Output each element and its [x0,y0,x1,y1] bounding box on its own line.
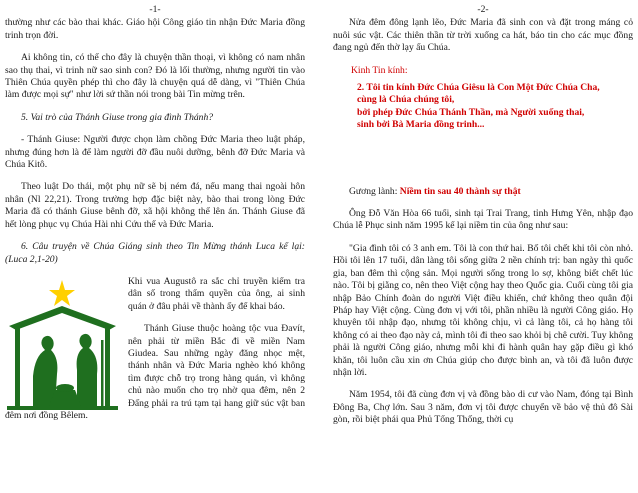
paragraph: Theo luật Do thái, một phụ nữ sẽ bị ném đá, nếu mang thai ngoài hôn nhân (Nl 22,21). Trong trường hợp đặc biệt này, bào thai trong lòng Đức Maria đã có thánh Giuse bênh đỡ, xã hội không thể lên án. Thánh Giuse đã hết lòng phục vụ Chúa Hài nhi Cứu thế và Đức Maria. [5,181,305,230]
baby-icon [56,384,74,392]
question-heading: 5. Vai trò của Thánh Giuse trong gia đình Thánh? [21,111,214,123]
question-heading: 6. Câu truyện về Chúa Giáng sinh theo Tin Mừng thánh Luca kể lại: (Luca 2,1-20) [5,241,305,265]
illustrated-section [5,276,305,422]
paragraph: Ai không tin, có thể cho đây là chuyện thần thoại, vì không có nam nhân sao thụ thai, vì trinh nữ sao sinh con? Đó là lối thường, nhưng người tin vào Thiên Chúa quyền phép thì cho đây là chuyện quá dễ dàng, vì "Thiên Chúa làm được mọi sự" như lời sứ thần nói trong bài Tin mừng trên. [5,52,305,101]
paragraph: - Thánh Giuse: Người được chọn làm chồng Đức Maria theo luật pháp, nhưng đúng hơn là để làm người đỡ đầu nuôi dưỡng, bênh đỡ Đức Maria và Chúa Kitô. [5,134,305,171]
prayer-line: cùng là Chúa chúng tôi, [357,94,455,106]
prayer-block [351,65,633,132]
paragraph: Năm 1954, tôi đã cùng đơn vị và đồng bào di cư vào Nam, đóng tại Bình Đông Ba, Chợ lớn. Sau 3 năm, đơn vị tôi được chuyển về bảo vệ thủ đô Sài gòn, rồi biệt phái qua Phủ Tổng Thống, thời cụ [333,389,633,426]
example-label: Gương lành: [349,185,400,197]
paragraph: Thánh Giuse thuộc hoàng tộc vua Đavít, nên phải từ miền Bắc đi về miền Nam Giudea. Sau những ngày đăng nhọc mệt, thánh nhân và Đức Maria nghèo khó không tìm được chỗ trọ trong hàng quán, vì không chủ nào muốn cho trọ nhờ qua đêm, nên 2 Đấng phải ra trú tạm tại hang giữ súc vật ban đêm nơi đồng Bêlem. [5,323,305,421]
stable-roof-icon [9,306,116,330]
right-page [333,4,633,427]
prayer-line: 2. Tôi tin kính Đức Chúa Giêsu là Con Một Đức Chúa Cha, [357,82,600,94]
paragraph: Ông Đỗ Văn Hòa 66 tuổi, sinh tại Trai Trang, tỉnh Hưng Yên, nhập đạo Chúa lễ Phục sinh năm 1995 kể lại niềm tin của ông như sau: [333,208,633,232]
paragraph: Khi vua Augustô ra sắc chỉ truyền kiểm tra dân số trong thẩm quyền của ông, ai sinh quán ở đâu phải về thành ấy để khai báo. [128,275,305,312]
page-number-left: -1- [149,4,161,15]
example-title: Niềm tin sau 40 thành sự thật [399,185,521,197]
joseph-figure-icon [77,334,98,406]
star-icon [49,280,75,306]
nativity-silhouette-icon [5,278,120,410]
paragraph: thường như các bào thai khác. Giáo hội Công giáo tin nhận Đức Maria đồng trinh trọn đời. [5,17,305,41]
page-number-right: -2- [477,4,489,15]
prayer-title: Kinh Tin kính: [351,64,408,76]
prayer-line: bởi phép Đức Chúa Thánh Thần, mà Người xuống thai, [357,106,585,118]
paragraph: Nửa đêm đông lạnh lẽo, Đức Maria đã sinh con và đặt trong máng cỏ nuôi súc vật. Các thiên thần từ trời xuống ca hát, báo tin cho các mục đồng đang ngủ đến thờ lạy ấu Chúa. [333,17,633,54]
left-page [5,4,305,422]
paragraph: "Gia đình tôi có 3 anh em. Tôi là con thứ hai. Bố tôi chết khi tôi còn nhỏ. Hồi tôi lên 17 tuổi, dân làng tôi sống giữa 2 nền chính trị: ban ngày thì quốc gia, ban đêm thì cộng sản. Mọi người sống trong lo sợ, không biết chết lúc nào. Tôi bị giằng co, nên theo Việt cộng hay theo Quốc gia. Cuối cùng tôi gia nhập Bảo Chính đoàn do người Việt điều khiển, chứ không theo quân đội Pháp hay Việt cộng. Cùng đơn vị với tôi, phần nhiều là người Công giáo. Họ khuyên tôi nhập đạo, nhưng tôi không chịu, vì cả làng tôi, cả họ hàng tôi không có ai theo đạo này cả, mình tôi đi theo sao khỏi bị chê cười. Tuy không phải là người Công giáo, nhưng mỗi khi đi hành quân hay gặp điều gì khó khăn, tôi luôn cầu xin ơn Chúa giúp cho được bình an, và tôi đã luôn được nhận lời. [333,242,633,378]
example-heading [333,186,633,198]
prayer-line: sinh bởi Bà Maria đồng trinh... [357,119,485,131]
